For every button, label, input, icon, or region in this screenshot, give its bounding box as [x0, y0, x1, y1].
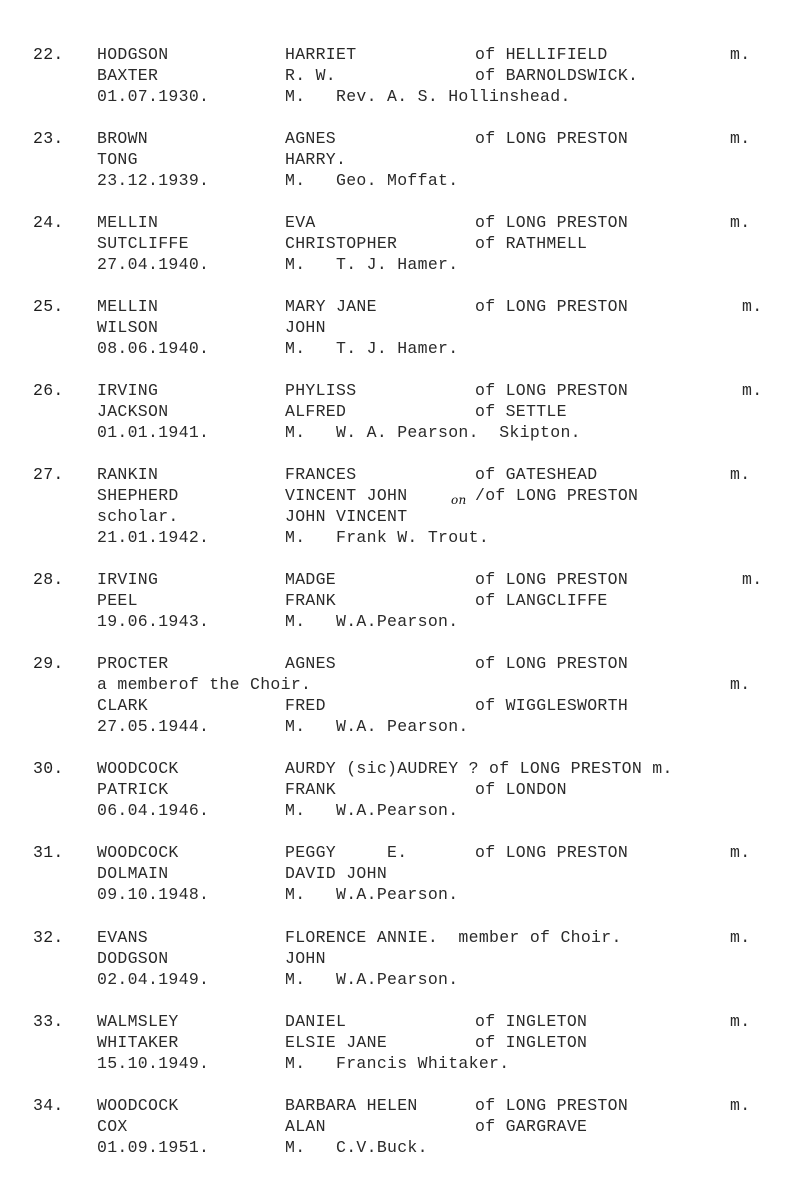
marriage-mark: m.	[730, 675, 751, 694]
column-forename-or-minister: FRANK	[285, 780, 337, 799]
column-surname-or-date: 27.05.1944.	[97, 717, 210, 736]
column-forename-or-minister: DAVID JOHN	[285, 864, 388, 883]
entry-line	[0, 506, 800, 527]
column-surname-or-date: MELLIN	[97, 297, 159, 316]
column-forename-or-minister: M. Frank W. Trout.	[285, 528, 490, 547]
column-forename-or-minister: ALFRED	[285, 402, 347, 421]
column-place: of GATESHEAD	[475, 465, 598, 484]
column-place: of LANGCLIFFE	[475, 591, 608, 610]
column-forename-or-minister: M. T. J. Hamer.	[285, 339, 459, 358]
column-forename-or-minister: M. W.A. Pearson.	[285, 717, 469, 736]
column-forename-or-minister: M. Rev. A. S. Hollinshead.	[285, 87, 571, 106]
column-forename-or-minister: HARRIET	[285, 45, 357, 64]
entry-line	[0, 1032, 800, 1053]
column-forename-or-minister: M. W.A.Pearson.	[285, 801, 459, 820]
marriage-mark: m.	[730, 1096, 751, 1115]
column-forename-or-minister: M. C.V.Buck.	[285, 1138, 428, 1157]
column-forename-or-minister: MADGE	[285, 570, 337, 589]
column-place: of LONG PRESTON	[475, 129, 629, 148]
column-surname-or-date: COX	[97, 1117, 128, 1136]
column-surname-or-date: 01.09.1951.	[97, 1138, 210, 1157]
column-surname-or-date: WOODCOCK	[97, 1096, 179, 1115]
column-surname-or-date: WOODCOCK	[97, 843, 179, 862]
column-forename-or-minister: CHRISTOPHER	[285, 234, 398, 253]
column-place: of LONG PRESTON	[475, 381, 629, 400]
column-surname-or-date: BROWN	[97, 129, 149, 148]
entry-line	[0, 1011, 800, 1032]
column-surname-or-date: SUTCLIFFE	[97, 234, 189, 253]
column-surname-or-date: scholar.	[97, 507, 179, 526]
column-forename-or-minister: HARRY.	[285, 150, 347, 169]
column-forename-or-minister: PEGGY E.	[285, 843, 408, 862]
column-place: of BARNOLDSWICK.	[475, 66, 639, 85]
column-place: of HELLIFIELD	[475, 45, 608, 64]
column-place: of INGLETON	[475, 1033, 588, 1052]
column-surname-or-date: BAXTER	[97, 66, 159, 85]
column-forename-or-minister: FLORENCE ANNIE. member of Choir.	[285, 928, 622, 947]
entry-line	[0, 653, 800, 674]
column-forename-or-minister: M. Geo. Moffat.	[285, 171, 459, 190]
entry-line	[0, 254, 800, 275]
entry-line	[0, 863, 800, 884]
entry-line	[0, 695, 800, 716]
column-surname-or-date: IRVING	[97, 570, 159, 589]
entry-line	[0, 296, 800, 317]
column-forename-or-minister: FRANK	[285, 591, 337, 610]
column-surname-or-date: HODGSON	[97, 45, 169, 64]
column-forename-or-minister: AURDY (sic)AUDREY ? of LONG PRESTON m.	[285, 759, 673, 778]
entry-line	[0, 212, 800, 233]
column-forename-or-minister: DANIEL	[285, 1012, 347, 1031]
entry-number: 29.	[33, 654, 64, 673]
column-place: of LONG PRESTON	[475, 1096, 629, 1115]
column-forename-or-minister: ALAN	[285, 1117, 326, 1136]
column-surname-or-date: RANKIN	[97, 465, 159, 484]
column-place: of LONG PRESTON	[475, 654, 629, 673]
entry-line	[0, 380, 800, 401]
entry-line	[0, 233, 800, 254]
entry-line	[0, 884, 800, 905]
column-place: of GARGRAVE	[475, 1117, 588, 1136]
entry-line	[0, 779, 800, 800]
column-surname-or-date: PROCTER	[97, 654, 169, 673]
entry-number: 31.	[33, 843, 64, 862]
column-surname-or-date: DODGSON	[97, 949, 169, 968]
entry-line	[0, 611, 800, 632]
column-surname-or-date: a memberof the Choir.	[97, 675, 312, 694]
entry-line	[0, 1095, 800, 1116]
column-forename-or-minister: R. W.	[285, 66, 337, 85]
column-forename-or-minister: M. W.A.Pearson.	[285, 885, 459, 904]
entry-line	[0, 1053, 800, 1074]
column-place: of LONG PRESTON	[475, 570, 629, 589]
column-surname-or-date: 09.10.1948.	[97, 885, 210, 904]
entry-number: 34.	[33, 1096, 64, 1115]
entry-line	[0, 842, 800, 863]
entry-line	[0, 1116, 800, 1137]
entry-number: 24.	[33, 213, 64, 232]
entry-line	[0, 401, 800, 422]
column-forename-or-minister: VINCENT JOHN	[285, 486, 408, 505]
column-place: of LONDON	[475, 780, 567, 799]
column-surname-or-date: WILSON	[97, 318, 159, 337]
column-surname-or-date: CLARK	[97, 696, 149, 715]
column-surname-or-date: 15.10.1949.	[97, 1054, 210, 1073]
entry-number: 25.	[33, 297, 64, 316]
marriage-mark: m.	[742, 381, 763, 400]
column-surname-or-date: 19.06.1943.	[97, 612, 210, 631]
column-surname-or-date: WOODCOCK	[97, 759, 179, 778]
column-surname-or-date: 21.01.1942.	[97, 528, 210, 547]
column-forename-or-minister: M. T. J. Hamer.	[285, 255, 459, 274]
column-place: of LONG PRESTON	[475, 297, 629, 316]
entry-line	[0, 969, 800, 990]
column-forename-or-minister: AGNES	[285, 654, 337, 673]
column-surname-or-date: MELLIN	[97, 213, 159, 232]
column-surname-or-date: DOLMAIN	[97, 864, 169, 883]
column-forename-or-minister: BARBARA HELEN	[285, 1096, 418, 1115]
entry-number: 22.	[33, 45, 64, 64]
column-place: of WIGGLESWORTH	[475, 696, 629, 715]
entry-line	[0, 317, 800, 338]
marriage-mark: m.	[730, 928, 751, 947]
column-surname-or-date: 08.06.1940.	[97, 339, 210, 358]
entry-number: 33.	[33, 1012, 64, 1031]
column-surname-or-date: 06.04.1946.	[97, 801, 210, 820]
entry-line	[0, 86, 800, 107]
column-surname-or-date: PEEL	[97, 591, 138, 610]
entry-number: 30.	[33, 759, 64, 778]
entry-line	[0, 338, 800, 359]
column-surname-or-date: PATRICK	[97, 780, 169, 799]
entry-line	[0, 485, 800, 506]
entry-line	[0, 128, 800, 149]
column-place: of LONG PRESTON	[475, 843, 629, 862]
entry-line	[0, 527, 800, 548]
marriage-mark: m.	[730, 45, 751, 64]
entry-number: 26.	[33, 381, 64, 400]
marriage-mark: m.	[742, 297, 763, 316]
column-forename-or-minister: PHYLISS	[285, 381, 357, 400]
column-forename-or-minister: M. W.A.Pearson.	[285, 612, 459, 631]
column-surname-or-date: WALMSLEY	[97, 1012, 179, 1031]
column-surname-or-date: SHEPHERD	[97, 486, 179, 505]
column-forename-or-minister: JOHN	[285, 318, 326, 337]
column-forename-or-minister: MARY JANE	[285, 297, 377, 316]
column-surname-or-date: WHITAKER	[97, 1033, 179, 1052]
column-surname-or-date: 01.01.1941.	[97, 423, 210, 442]
column-forename-or-minister: M. W.A.Pearson.	[285, 970, 459, 989]
entry-number: 27.	[33, 465, 64, 484]
entry-line	[0, 590, 800, 611]
marriage-mark: m.	[730, 465, 751, 484]
column-forename-or-minister: AGNES	[285, 129, 337, 148]
column-forename-or-minister: M. W. A. Pearson. Skipton.	[285, 423, 581, 442]
column-place: of RATHMELL	[475, 234, 588, 253]
column-surname-or-date: 27.04.1940.	[97, 255, 210, 274]
column-surname-or-date: 01.07.1930.	[97, 87, 210, 106]
marriage-mark: m.	[742, 570, 763, 589]
marriage-mark: m.	[730, 1012, 751, 1031]
entry-number: 32.	[33, 928, 64, 947]
handwritten-annotation: on	[451, 493, 467, 507]
entry-line	[0, 44, 800, 65]
column-forename-or-minister: M. Francis Whitaker.	[285, 1054, 510, 1073]
entry-line	[0, 948, 800, 969]
column-place: of INGLETON	[475, 1012, 588, 1031]
entry-line	[0, 464, 800, 485]
entry-number: 28.	[33, 570, 64, 589]
entry-line	[0, 927, 800, 948]
column-surname-or-date: EVANS	[97, 928, 149, 947]
entry-line	[0, 569, 800, 590]
column-surname-or-date: 02.04.1949.	[97, 970, 210, 989]
entry-line	[0, 422, 800, 443]
entry-line	[0, 170, 800, 191]
entry-line	[0, 800, 800, 821]
column-surname-or-date: JACKSON	[97, 402, 169, 421]
column-forename-or-minister: JOHN	[285, 949, 326, 968]
column-forename-or-minister: FRED	[285, 696, 326, 715]
entry-line	[0, 1137, 800, 1158]
column-surname-or-date: IRVING	[97, 381, 159, 400]
column-surname-or-date: 23.12.1939.	[97, 171, 210, 190]
column-forename-or-minister: FRANCES	[285, 465, 357, 484]
column-place: of SETTLE	[475, 402, 567, 421]
column-place: /of LONG PRESTON	[475, 486, 639, 505]
entry-line	[0, 674, 800, 695]
column-surname-or-date: TONG	[97, 150, 138, 169]
column-forename-or-minister: JOHN VINCENT	[285, 507, 408, 526]
column-forename-or-minister: ELSIE JANE	[285, 1033, 388, 1052]
entry-line	[0, 65, 800, 86]
column-forename-or-minister: EVA	[285, 213, 316, 232]
marriage-mark: m.	[730, 129, 751, 148]
entry-line	[0, 149, 800, 170]
column-place: of LONG PRESTON	[475, 213, 629, 232]
marriage-mark: m.	[730, 843, 751, 862]
marriage-mark: m.	[730, 213, 751, 232]
entry-line	[0, 716, 800, 737]
entry-line	[0, 758, 800, 779]
entry-number: 23.	[33, 129, 64, 148]
